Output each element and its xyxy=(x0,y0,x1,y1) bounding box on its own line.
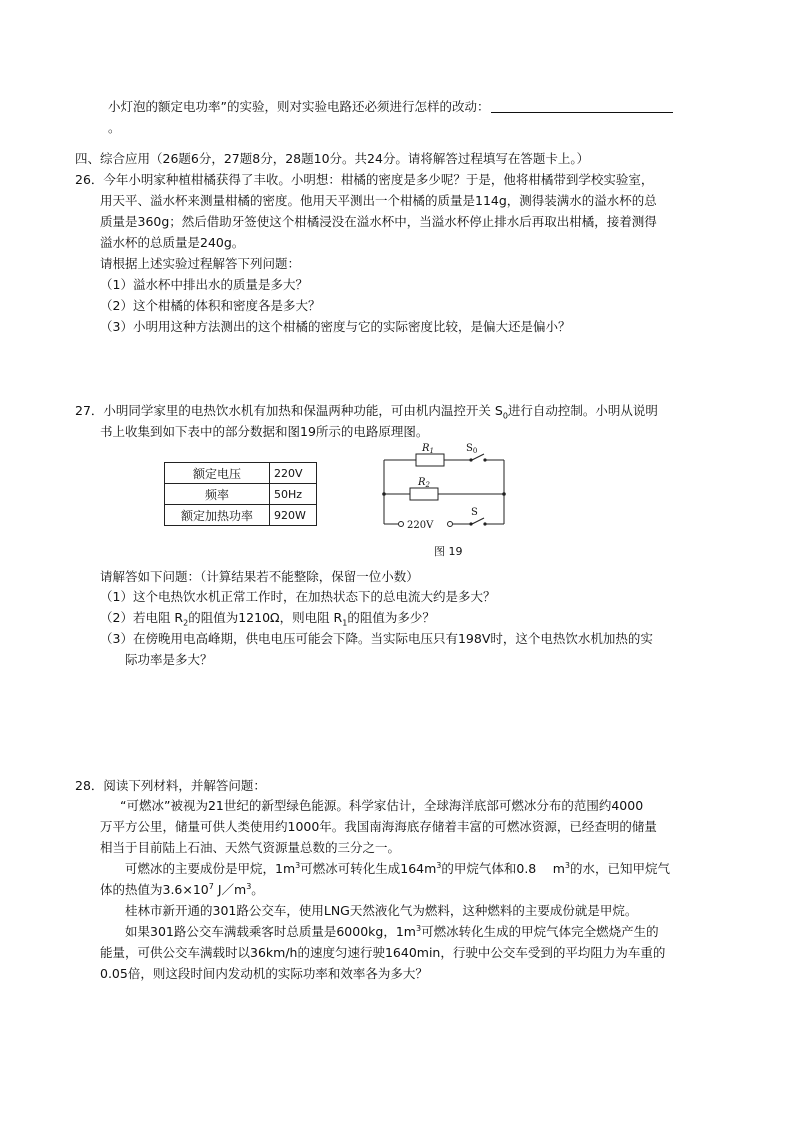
q28-paragraph-4 xyxy=(125,924,659,940)
q27-intro-text-a: 27．小明同学家里的电热饮水机有加热和保温两种功能，可由机内温控开关 S xyxy=(75,403,503,418)
q28-p2-text-f: J／m xyxy=(213,882,247,897)
q27-subquestion-3-cont: 际功率是多大？ xyxy=(125,652,213,667)
q27-q2-sub-2: 1 xyxy=(342,618,348,628)
junction-right xyxy=(502,492,506,496)
spec-label: 频率 xyxy=(165,484,270,505)
q28-paragraph-4-cont: 能量，可供公交车满载时以36km/h的速度匀速行驶1640min，行驶中公交车受到的平均阻力为车重的 xyxy=(100,945,666,960)
q27-q2-text-a: （2）若电阻 R xyxy=(100,610,184,625)
resistor-r2 xyxy=(410,488,438,500)
q27-intro-sub: 0 xyxy=(502,411,508,421)
q26-prompt: 请根据上述实验过程解答下列问题： xyxy=(100,256,301,271)
q26-line: 26．今年小明家种植柑橘获得了丰收。小明想：柑橘的密度是多少呢？于是，他将柑橘带到学校实验室， xyxy=(75,172,654,187)
q27-intro-text-b: 进行自动控制。小明从说明 xyxy=(507,403,658,418)
q28-p2-text-g: 。 xyxy=(251,882,264,897)
q26-subquestion-2: （2）这个柑橘的体积和密度各是多大？ xyxy=(100,298,321,313)
q28-paragraph-4-cont: 0.05倍，则这段时间内发动机的实际功率和效率各为多大？ xyxy=(100,966,428,981)
q27-q2-text-c: 的阻值为多少？ xyxy=(347,610,435,625)
q27-prompt: 请解答如下问题：（计算结果若不能整除，保留一位小数） xyxy=(100,569,419,584)
figure-caption: 图 19 xyxy=(434,545,463,558)
answer-blank[interactable] xyxy=(491,100,673,113)
q26-line: 质量是360g；然后借助牙签使这个柑橘浸没在溢水杯中，当溢水杯停止排水后再取出柑橘，接着测得 xyxy=(100,214,657,229)
q28-p2-sup-2: 3 xyxy=(436,860,442,870)
q28-p4-sup: 3 xyxy=(415,923,422,933)
spec-value: 220V xyxy=(270,463,317,484)
label-s0: $S_0$ xyxy=(466,443,478,455)
q28-p2-sup-5: 3 xyxy=(246,881,252,891)
q26-line: 溢水杯的总质量是240g。 xyxy=(100,235,245,250)
q28-p2-sup-4: 7 xyxy=(208,881,214,891)
q28-p4-text-b: 可燃冰转化生成的甲烷气体完全燃烧产生的 xyxy=(421,924,659,939)
continued-text: 小灯泡的额定电功率”的实验，则对实验电路还必须进行怎样的改动： xyxy=(108,99,490,114)
spec-value: 920W xyxy=(270,505,317,526)
table-row xyxy=(165,463,317,484)
q28-p2-sup-1: 3 xyxy=(295,860,301,870)
q27-subquestion-2 xyxy=(100,610,435,626)
q27-subquestion-3: （3）在傍晚用电高峰期，供电电压可能会下降。当实际电压只有198V时，这个电热饮水机加热的实 xyxy=(100,631,653,646)
q26-subquestion-3: （3）小明用这种方法测出的这个柑橘的密度与它的实际密度比较，是偏大还是偏小？ xyxy=(100,319,571,334)
q28-paragraph-2-cont xyxy=(100,882,264,898)
table-row xyxy=(165,484,317,505)
switch-s xyxy=(472,518,484,524)
spec-label: 额定电压 xyxy=(165,463,270,484)
q28-p2-sup-3: 3 xyxy=(564,860,570,870)
spec-table xyxy=(164,462,317,526)
q28-p2-text-a: 可燃冰的主要成份是甲烷，1m xyxy=(125,861,296,876)
terminal-right xyxy=(448,522,453,527)
label-r1: $R_1$ xyxy=(422,443,434,455)
label-s: S xyxy=(471,507,478,518)
continued-question-line xyxy=(108,99,673,115)
resistor-r1 xyxy=(416,454,444,466)
section-header: 四、综合应用（26题6分，27题8分，28题10分。共24分。请将解答过程填写在答题卡上。） xyxy=(75,151,590,166)
label-r2: $R_2$ xyxy=(418,477,430,489)
q27-intro-line-2: 书上收集到如下表中的部分数据和图19所示的电路原理图。 xyxy=(100,424,429,439)
junction-left xyxy=(382,492,386,496)
q28-header: 28．阅读下列材料，并解答问题： xyxy=(75,778,266,793)
q28-paragraph-3: 桂林市新开通的301路公交车，使用LNG天然液化气为燃料，这种燃料的主要成份就是甲烷。 xyxy=(125,903,638,918)
q26-subquestion-1: （1）溢水杯中排出水的质量是多大？ xyxy=(100,277,308,292)
q28-paragraph-2 xyxy=(125,861,670,877)
spec-label: 额定加热功率 xyxy=(165,505,270,526)
q27-intro-line-1 xyxy=(75,403,658,419)
q28-p2-text-c: 的甲烷气体和0.8 m xyxy=(441,861,565,876)
terminal-left xyxy=(399,522,404,527)
continued-question-end: 。 xyxy=(108,120,121,135)
q27-subquestion-1: （1）这个电热饮水机正常工作时，在加热状态下的总电流大约是多大？ xyxy=(100,589,496,604)
table-row xyxy=(165,505,317,526)
q28-p2-text-e: 体的热值为3.6×10 xyxy=(100,882,209,897)
q28-p2-text-b: 可燃冰可转化生成164m xyxy=(300,861,437,876)
q28-paragraph-1: “可燃冰”被视为21世纪的新型绿色能源。科学家估计，全球海洋底部可燃冰分布的范围约4000 xyxy=(120,798,644,813)
q27-q2-sub-1: 2 xyxy=(183,618,189,628)
q28-p4-text-a: 如果301路公交车满载乘客时总质量是6000kg，1m xyxy=(125,924,416,939)
q28-paragraph-1: 相当于目前陆上石油、天然气资源量总数的三分之一。 xyxy=(100,840,401,855)
q28-p2-text-d: 的水，已知甲烷气 xyxy=(570,861,671,876)
label-voltage: 220V xyxy=(407,520,434,531)
circuit-diagram xyxy=(378,440,510,536)
spec-value: 50Hz xyxy=(270,484,317,505)
q28-paragraph-1: 万平方公里，储量可供人类使用约1000年。我国南海海底存储着丰富的可燃冰资源，已经查明的储量 xyxy=(100,819,657,834)
q26-line: 用天平、溢水杯来测量柑橘的密度。他用天平测出一个柑橘的质量是114g，测得装满水的溢水杯的总 xyxy=(100,193,657,208)
q27-q2-text-b: 的阻值为1210Ω，则电阻 R xyxy=(188,610,343,625)
